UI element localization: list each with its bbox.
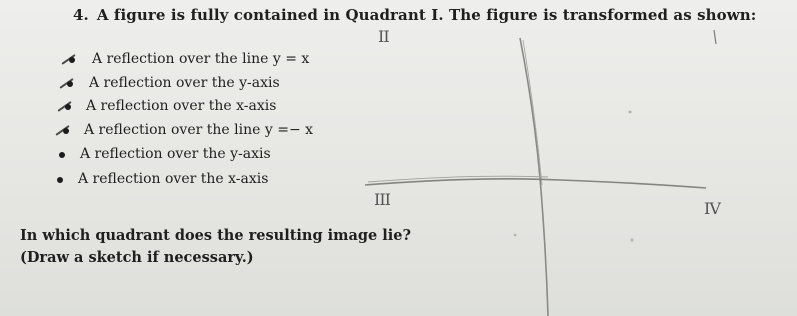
transformation-item: A reflection over the x-axis <box>86 98 277 114</box>
transformation-item: A reflection over the line y =− x <box>84 122 314 138</box>
transformation-item: A reflection over the y-axis <box>89 75 280 91</box>
bullet <box>63 128 69 134</box>
transformation-item: A reflection over the line y = x <box>92 51 310 67</box>
question-text: A figure is fully contained in Quadrant I. The figure is transformed as shown: <box>96 6 757 24</box>
bullet <box>67 81 73 87</box>
prompt-hint: (Draw a sketch if necessary.) <box>20 249 254 266</box>
prompt-question: In which quadrant does the resulting image lie? <box>20 227 412 244</box>
bullet <box>65 104 71 110</box>
question-number: 4. <box>73 6 89 24</box>
bullet <box>59 152 65 158</box>
transformation-item: A reflection over the x-axis <box>78 171 269 187</box>
transformation-item: A reflection over the y-axis <box>80 146 271 162</box>
quadrant-label-iii: III <box>374 190 390 209</box>
quadrant-label-iv: IV <box>704 199 720 218</box>
quadrant-label-ii: II <box>378 27 389 46</box>
bullet <box>69 57 75 63</box>
bullet <box>57 177 63 183</box>
